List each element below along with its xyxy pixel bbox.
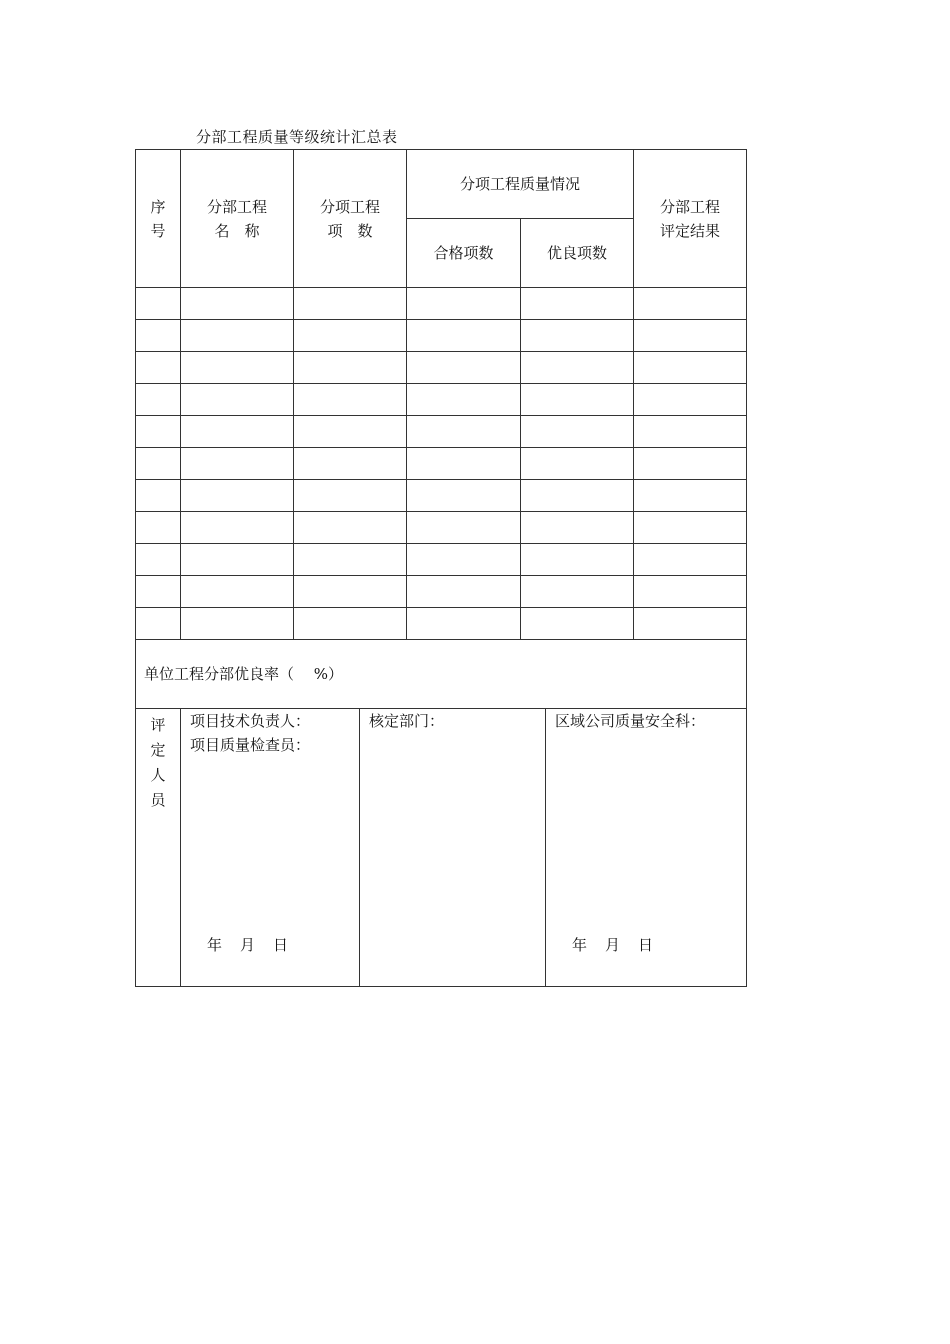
cell-count[interactable]	[294, 320, 407, 352]
cell-seq[interactable]	[136, 544, 181, 576]
table-row	[136, 288, 747, 320]
header-count-line1: 分项工程	[319, 197, 380, 216]
cell-count[interactable]	[294, 288, 407, 320]
cell-result[interactable]	[634, 352, 747, 384]
cell-count[interactable]	[294, 512, 407, 544]
cell-qualified[interactable]	[407, 544, 521, 576]
cell-qualified[interactable]	[407, 480, 521, 512]
table-row	[136, 512, 747, 544]
cell-count[interactable]	[294, 608, 407, 640]
cell-seq[interactable]	[136, 320, 181, 352]
cell-excellent[interactable]	[521, 352, 634, 384]
cell-name[interactable]	[181, 384, 294, 416]
date-year: 年	[572, 936, 588, 954]
cell-qualified[interactable]	[407, 512, 521, 544]
cell-qualified[interactable]	[407, 384, 521, 416]
cell-seq[interactable]	[136, 480, 181, 512]
header-name	[181, 150, 294, 288]
cell-name[interactable]	[181, 320, 294, 352]
cell-result[interactable]	[634, 320, 747, 352]
cell-seq[interactable]	[136, 576, 181, 608]
project-signature-cell[interactable]	[181, 709, 360, 987]
cell-result[interactable]	[634, 608, 747, 640]
header-qualified: 合格项数	[407, 219, 521, 288]
cell-seq[interactable]	[136, 288, 181, 320]
cell-excellent[interactable]	[521, 512, 634, 544]
header-quality-group: 分项工程质量情况	[407, 150, 634, 219]
table-row	[136, 320, 747, 352]
approval-dept-label: 核定部门：	[369, 712, 445, 730]
table-row	[136, 576, 747, 608]
cell-name[interactable]	[181, 480, 294, 512]
table-row	[136, 416, 747, 448]
cell-result[interactable]	[634, 384, 747, 416]
header-result-line1: 分部工程	[659, 197, 720, 216]
cell-excellent[interactable]	[521, 384, 634, 416]
tech-lead-label: 项目技术负责人：	[190, 712, 311, 730]
date-month: 月	[240, 936, 256, 954]
cell-result[interactable]	[634, 576, 747, 608]
cell-result[interactable]	[634, 448, 747, 480]
quality-inspector-label: 项目质量检查员：	[190, 736, 311, 754]
header-name-line1: 分部工程	[206, 197, 267, 216]
excellence-rate: 单位工程分部优良率（ %）	[136, 640, 747, 709]
cell-seq[interactable]	[136, 608, 181, 640]
evaluator-label-char: 定	[150, 741, 166, 759]
cell-excellent[interactable]	[521, 480, 634, 512]
cell-count[interactable]	[294, 416, 407, 448]
table-row	[136, 352, 747, 384]
regional-safety-cell[interactable]	[546, 709, 747, 987]
cell-excellent[interactable]	[521, 288, 634, 320]
cell-name[interactable]	[181, 608, 294, 640]
cell-count[interactable]	[294, 544, 407, 576]
header-excellent: 优良项数	[521, 219, 634, 288]
table-row	[136, 544, 747, 576]
cell-result[interactable]	[634, 512, 747, 544]
cell-seq[interactable]	[136, 512, 181, 544]
cell-count[interactable]	[294, 352, 407, 384]
cell-qualified[interactable]	[407, 448, 521, 480]
cell-excellent[interactable]	[521, 448, 634, 480]
header-count-line2: 项 数	[327, 221, 373, 240]
header-result-line2: 评定结果	[659, 221, 720, 240]
cell-result[interactable]	[634, 416, 747, 448]
cell-excellent[interactable]	[521, 608, 634, 640]
evaluator-label-char: 员	[150, 791, 166, 809]
cell-count[interactable]	[294, 448, 407, 480]
cell-seq[interactable]	[136, 352, 181, 384]
date-day: 日	[638, 936, 654, 954]
header-seq	[136, 150, 181, 288]
cell-seq[interactable]	[136, 416, 181, 448]
cell-count[interactable]	[294, 480, 407, 512]
date-day: 日	[273, 936, 289, 954]
cell-result[interactable]	[634, 544, 747, 576]
cell-qualified[interactable]	[407, 416, 521, 448]
header-count	[294, 150, 407, 288]
cell-excellent[interactable]	[521, 320, 634, 352]
table-row	[136, 384, 747, 416]
cell-excellent[interactable]	[521, 544, 634, 576]
cell-name[interactable]	[181, 512, 294, 544]
cell-excellent[interactable]	[521, 576, 634, 608]
date-line	[572, 934, 671, 955]
cell-qualified[interactable]	[407, 576, 521, 608]
date-year: 年	[207, 936, 223, 954]
header-name-line2: 名 称	[214, 221, 260, 240]
table-row	[136, 448, 747, 480]
table-row	[136, 480, 747, 512]
cell-result[interactable]	[634, 480, 747, 512]
cell-name[interactable]	[181, 416, 294, 448]
regional-safety-label: 区域公司质量安全科：	[555, 712, 706, 730]
evaluator-label-char: 人	[150, 766, 166, 784]
header-seq-line1: 序	[150, 197, 166, 216]
evaluator-label-char: 评	[150, 716, 166, 734]
cell-result[interactable]	[634, 288, 747, 320]
cell-count[interactable]	[294, 576, 407, 608]
date-line	[207, 934, 306, 955]
cell-name[interactable]	[181, 352, 294, 384]
header-seq-line2: 号	[150, 221, 166, 240]
evaluator-label	[136, 709, 181, 987]
table-title: 分部工程质量等级统计汇总表	[196, 128, 398, 146]
cell-count[interactable]	[294, 384, 407, 416]
summary-table	[135, 149, 747, 709]
table-row	[136, 608, 747, 640]
cell-name[interactable]	[181, 448, 294, 480]
cell-qualified[interactable]	[407, 608, 521, 640]
date-month: 月	[605, 936, 621, 954]
cell-seq[interactable]	[136, 448, 181, 480]
cell-qualified[interactable]	[407, 288, 521, 320]
header-result	[634, 150, 747, 288]
cell-qualified[interactable]	[407, 352, 521, 384]
approval-dept-cell[interactable]	[360, 709, 546, 987]
cell-name[interactable]	[181, 288, 294, 320]
evaluator-table	[135, 708, 747, 987]
cell-name[interactable]	[181, 576, 294, 608]
cell-name[interactable]	[181, 544, 294, 576]
cell-excellent[interactable]	[521, 416, 634, 448]
cell-seq[interactable]	[136, 384, 181, 416]
cell-qualified[interactable]	[407, 320, 521, 352]
